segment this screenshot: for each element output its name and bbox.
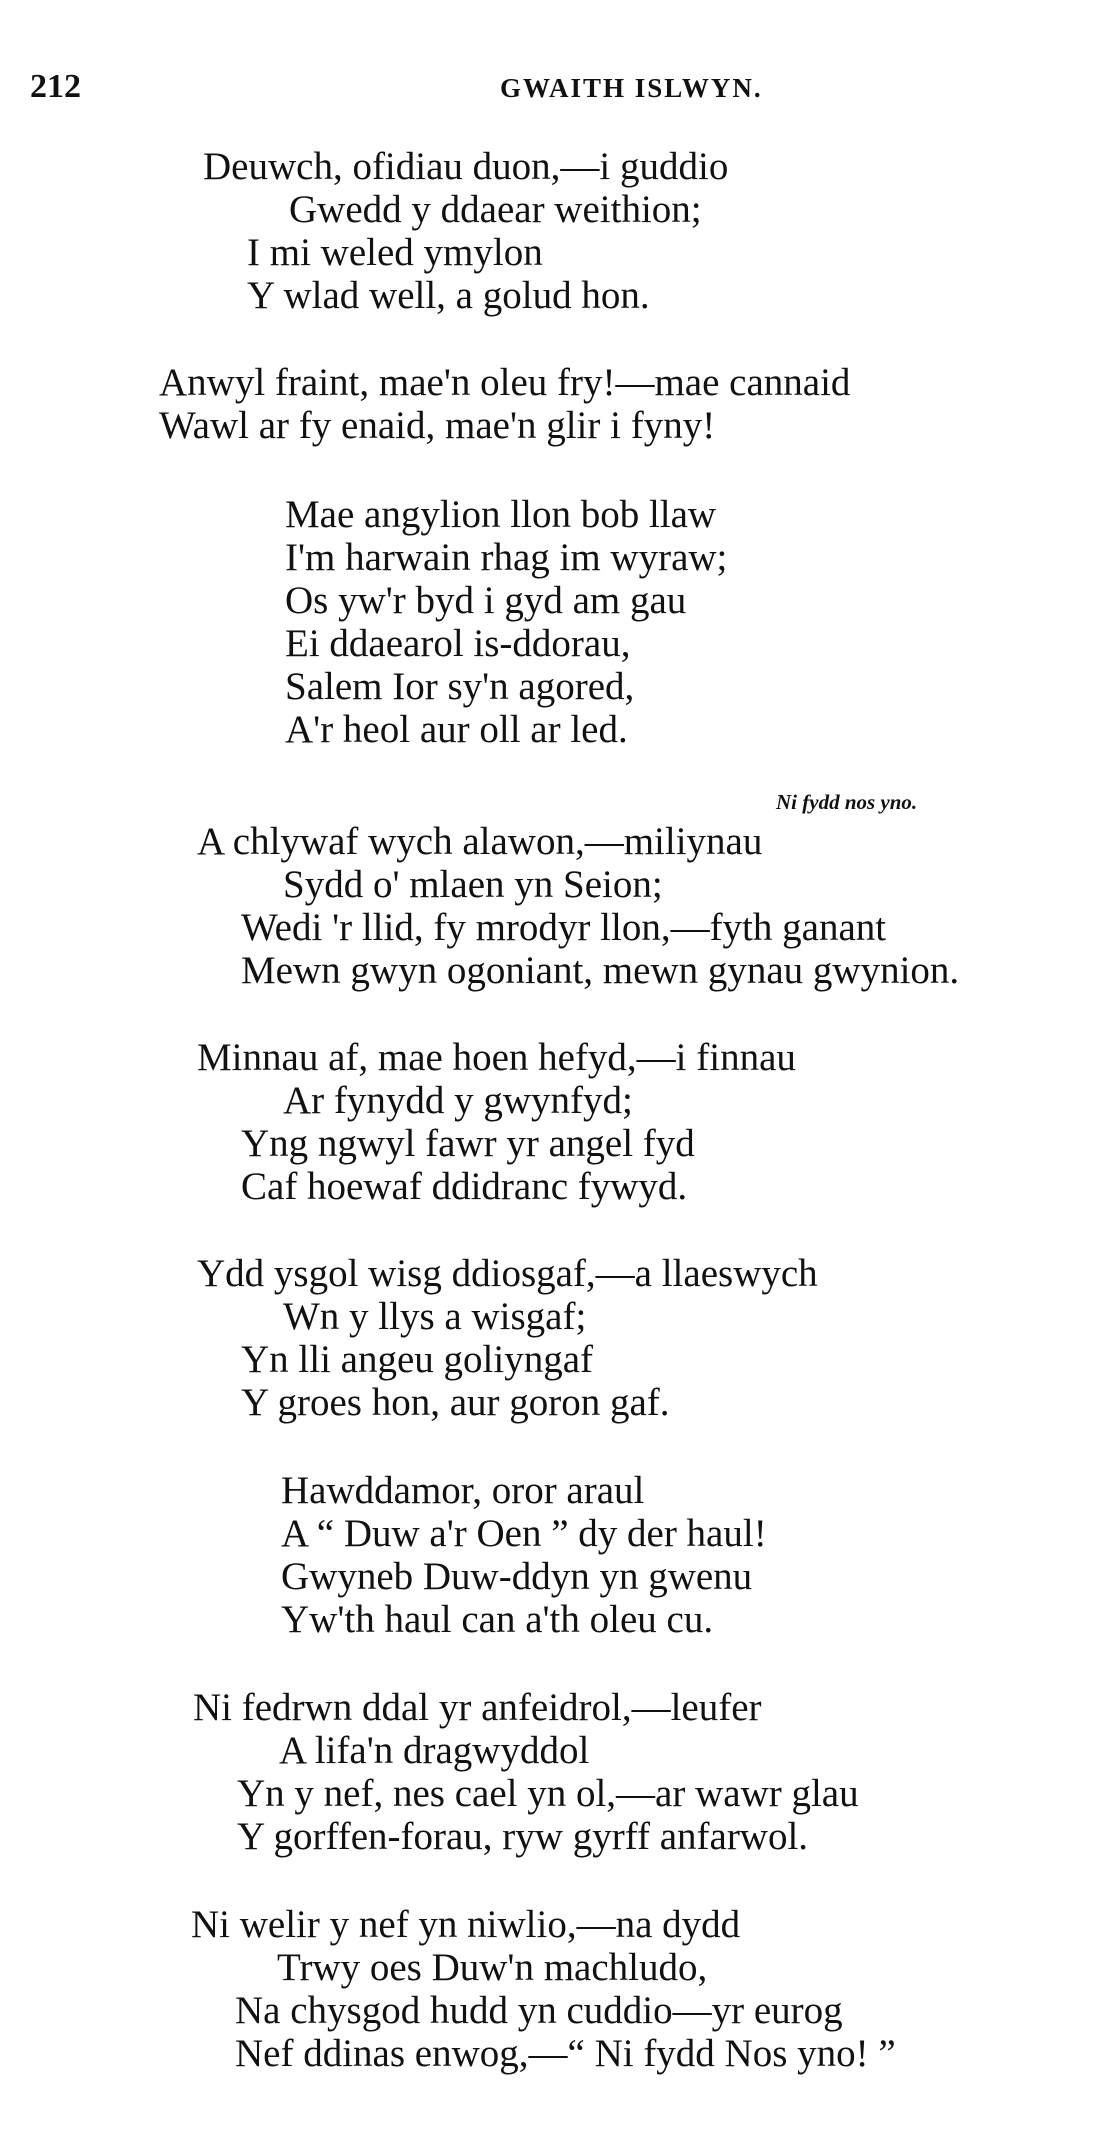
poem-line: A chlywaf wych alawon,—miliynau [197, 820, 763, 863]
poem-line: Anwyl fraint, mae'n oleu fry!—mae cannaid [159, 361, 851, 404]
poem-line: Ni fedrwn ddal yr anfeidrol,—leufer [193, 1686, 762, 1729]
poem-line: Ni welir y nef yn niwlio,—na dydd [191, 1903, 741, 1946]
poem-line: Mae angylion llon bob llaw [285, 493, 717, 536]
poem-line: Yng ngwyl fawr yr angel fyd [241, 1122, 695, 1165]
running-title: GWAITH ISLWYN. [500, 73, 763, 103]
poem-line: Gwyneb Duw-ddyn yn gwenu [281, 1555, 753, 1598]
poem-line: Caf hoewaf ddidranc fywyd. [241, 1165, 688, 1208]
poem-line: Hawddamor, oror araul [281, 1469, 645, 1512]
poem-line: Wn y llys a wisgaf; [283, 1295, 587, 1338]
poem-line: Os yw'r byd i gyd am gau [285, 579, 687, 622]
poem-line: Na chysgod hudd yn cuddio—yr eurog [235, 1989, 843, 2032]
poem-line: I mi weled ymylon [247, 231, 543, 274]
poem-line: Mewn gwyn ogoniant, mewn gynau gwynion. [241, 949, 960, 992]
poem-line: Trwy oes Duw'n machludo, [277, 1946, 708, 1989]
poem-line: Wawl ar fy enaid, mae'n glir i fyny! [159, 404, 716, 447]
poem-line: Yn y nef, nes cael yn ol,—ar wawr glau [237, 1772, 859, 1815]
page-header [30, 68, 1080, 110]
poem-line: Y groes hon, aur goron gaf. [241, 1381, 670, 1424]
poem-line: Ei ddaearol is-ddorau, [285, 622, 631, 665]
poem-line: Deuwch, ofidiau duon,—i guddio [203, 145, 729, 188]
poem-line: A'r heol aur oll ar led. [285, 708, 628, 751]
poem-line: Minnau af, mae hoen hefyd,—i finnau [197, 1036, 796, 1079]
poem-line: A “ Duw a'r Oen ” dy der haul! [281, 1512, 767, 1555]
poem-line: Salem Ior sy'n agored, [285, 665, 635, 708]
poem-line: Ar fynydd y gwynfyd; [283, 1079, 633, 1122]
poem-line: I'm harwain rhag im wyraw; [285, 536, 728, 579]
poem-line: A lifa'n dragwyddol [279, 1729, 590, 1772]
poem-line: Yn lli angeu goliyngaf [241, 1338, 594, 1381]
poem-line: Nef ddinas enwog,—“ Ni fydd Nos yno! ” [235, 2032, 896, 2075]
page-number: 212 [30, 68, 81, 105]
section-note: Ni fydd nos yno. [776, 790, 918, 814]
poem-line: Yw'th haul can a'th oleu cu. [281, 1598, 714, 1641]
poem-line: Sydd o' mlaen yn Seion; [283, 863, 663, 906]
poem-line: Ydd ysgol wisg ddiosgaf,—a llaeswych [197, 1252, 818, 1295]
poem-line: Y gorffen-forau, ryw gyrff anfarwol. [237, 1815, 809, 1858]
poem-line: Y wlad well, a golud hon. [247, 274, 650, 317]
poem-line: Wedi 'r llid, fy mrodyr llon,—fyth ganant [241, 906, 887, 949]
poem-line: Gwedd y ddaear weithion; [289, 188, 702, 231]
